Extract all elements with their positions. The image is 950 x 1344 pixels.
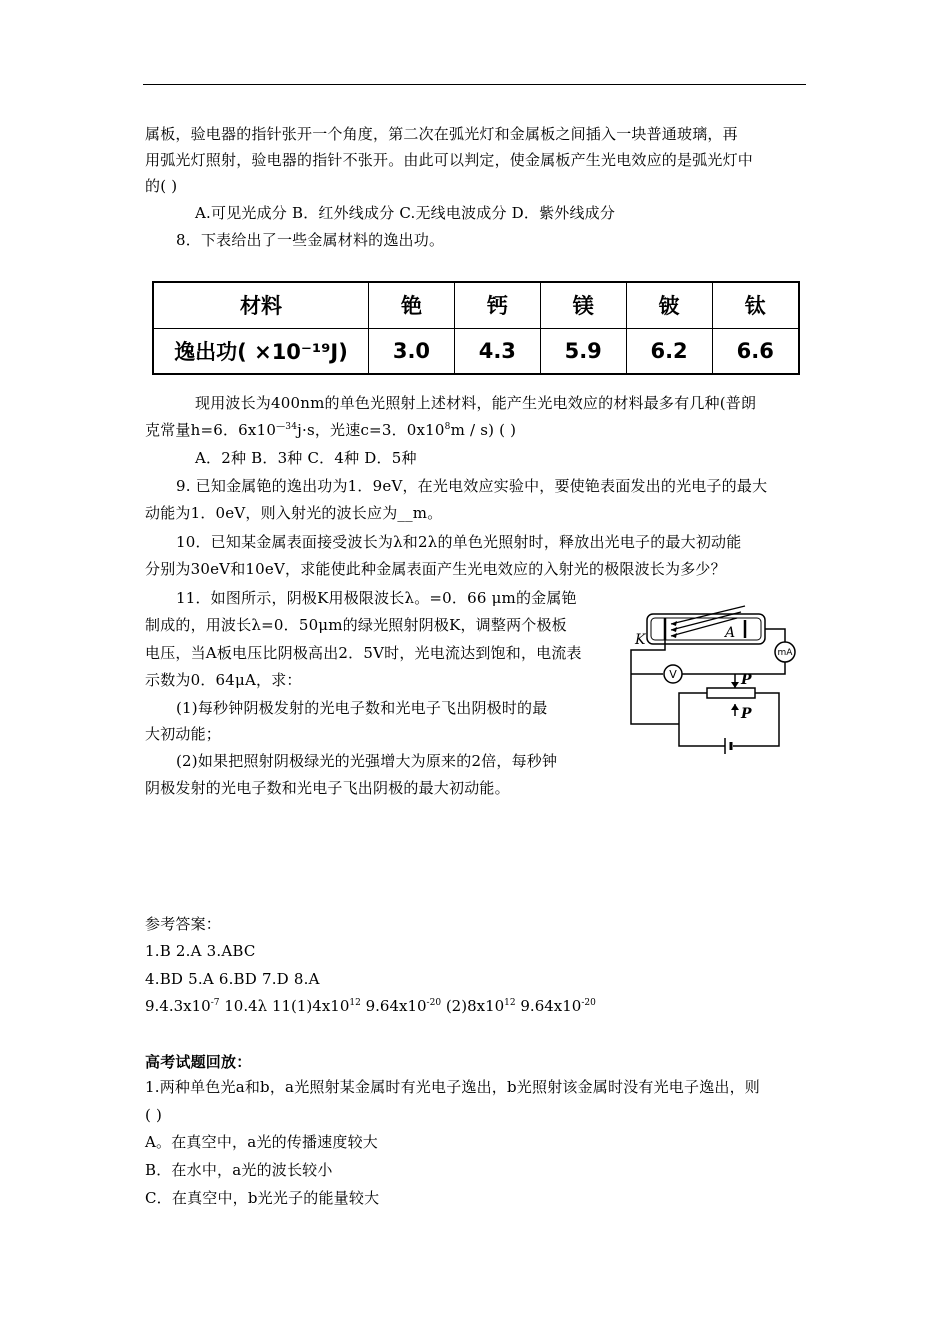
slider-arrow-up xyxy=(731,704,739,710)
table-value-cell: 5.9 xyxy=(540,328,626,374)
cathode-label: K xyxy=(635,632,646,648)
answer-text: 10.4λ 11(1)4x10 xyxy=(219,997,350,1015)
rheostat-body xyxy=(707,688,755,698)
rheostat-right-wire xyxy=(733,693,779,746)
q8-options: A．2种 B．3种 C．4种 D．5种 xyxy=(195,449,417,467)
answer-text: 9.4.3x10 xyxy=(145,997,211,1015)
q9-line-1: 9. 已知金属铯的逸出功为1．9eV，在光电效应实验中，要使铯表面发出的光电子的最大 xyxy=(176,477,768,495)
q8-text: j·s，光速c=3．0x10 xyxy=(297,421,445,439)
review-option-a: A。在真空中，a光的传播速度较大 xyxy=(145,1133,378,1151)
q10-line-2: 分别为30eV和10eV，求能使此种金属表面产生光电效应的入射光的极限波长为多少？ xyxy=(145,560,726,578)
review-option-c: C．在真空中，b光光子的能量较大 xyxy=(145,1189,380,1207)
q11-line-4: 示数为0．64μA，求： xyxy=(145,671,302,689)
anode-wire xyxy=(765,629,785,642)
q11-line-2: 制成的，用波长λ=0．50μm的绿光照射阴极K，调整两个极板 xyxy=(145,616,567,634)
table-value-cell: 6.2 xyxy=(626,328,712,374)
q8-line-2 xyxy=(145,420,516,440)
q8-exponent: —34 xyxy=(276,422,298,432)
table-value-cell: 3.0 xyxy=(369,328,455,374)
q8-exponent: 8 xyxy=(444,422,451,432)
table-header-label: 材料 xyxy=(153,282,369,328)
slider-label-top: P xyxy=(741,672,752,688)
rheostat-left-wire xyxy=(679,693,707,724)
q8-text: 克常量h=6．6x10 xyxy=(145,421,277,439)
answers-row-3 xyxy=(145,996,596,1016)
table-value-cell: 6.6 xyxy=(712,328,799,374)
q11-line-7: (2)如果把照射阴极绿光的光强增大为原来的2倍，每秒钟 xyxy=(176,752,558,770)
q8-intro: 8．下表给出了一些金属材料的逸出功。 xyxy=(176,231,445,249)
battery-wire xyxy=(679,724,725,746)
table-material-cell: 铍 xyxy=(626,282,712,328)
answer-exponent: -7 xyxy=(210,998,220,1008)
left-wire xyxy=(631,640,679,724)
q7-options: A.可见光成分 B．红外线成分 C.无线电波成分 D．紫外线成分 xyxy=(195,204,616,222)
answer-text: (2)8x10 xyxy=(441,997,505,1015)
answers-row-1: 1.B 2.A 3.ABC xyxy=(145,942,256,960)
answer-text: 9.64x10 xyxy=(515,997,582,1015)
review-q1-line-1: 1.两种单色光a和b，a光照射某金属时有光电子逸出，b光照射该金属时没有光电子逸出，则 xyxy=(145,1078,761,1096)
q9-line-2: 动能为1．0eV，则入射光的波长应为__m。 xyxy=(145,504,443,522)
table-row-label: 逸出功( ×10⁻¹⁹J) xyxy=(153,328,369,374)
table-material-cell: 镁 xyxy=(540,282,626,328)
q11-line-3: 电压，当A板电压比阴极高出2．5V时，光电流达到饱和，电流表 xyxy=(145,644,582,662)
voltmeter-label: V xyxy=(669,668,677,681)
q7-line-1: 属板，验电器的指针张开一个角度，第二次在弧光灯和金属板之间插入一块普通玻璃，再 xyxy=(145,125,738,143)
table-value-cell: 4.3 xyxy=(454,328,540,374)
q11-line-5: (1)每秒钟阴极发射的光电子数和光电子飞出阴极时的最 xyxy=(176,699,548,717)
answer-exponent: -20 xyxy=(581,998,596,1008)
q11-line-1: 11．如图所示，阴极K用极限波长λ。=0．66 μm的金属铯 xyxy=(176,589,577,607)
table-header-row xyxy=(153,282,799,328)
review-option-b: B．在水中，a光的波长较小 xyxy=(145,1161,333,1179)
table-material-cell: 钛 xyxy=(712,282,799,328)
q7-line-3: 的( ) xyxy=(145,177,178,195)
light-ray xyxy=(671,606,745,624)
milliammeter-label: mA xyxy=(777,648,793,658)
table-material-cell: 铯 xyxy=(369,282,455,328)
slider-arrow-down xyxy=(731,682,739,688)
q8-line-1: 现用波长为400nm的单色光照射上述材料，能产生光电效应的材料最多有几种(普朗 xyxy=(195,394,757,412)
q8-text: m / s) ( ) xyxy=(450,421,517,439)
header-rule xyxy=(143,84,806,85)
answer-exponent: -20 xyxy=(426,998,442,1008)
answer-text: 9.64x10 xyxy=(360,997,427,1015)
work-function-table xyxy=(152,281,800,375)
anode-label: A xyxy=(725,625,736,641)
answers-row-2: 4.BD 5.A 6.BD 7.D 8.A xyxy=(145,970,320,988)
answers-title: 参考答案： xyxy=(145,915,222,933)
review-q1-line-2: ( ) xyxy=(145,1106,163,1124)
slider-label-bottom: P xyxy=(741,706,752,722)
table-material-cell: 钙 xyxy=(454,282,540,328)
q11-line-8: 阴极发射的光电子数和光电子飞出阴极的最大初动能。 xyxy=(145,779,510,797)
answer-exponent: 12 xyxy=(349,998,361,1008)
review-title: 高考试题回放： xyxy=(145,1053,252,1071)
answer-exponent: 12 xyxy=(504,998,516,1008)
q11-line-6: 大初动能； xyxy=(145,725,222,743)
q10-line-1: 10．已知某金属表面接受波长为λ和2λ的单色光照射时，释放出光电子的最大初动能 xyxy=(176,533,742,551)
table-value-row xyxy=(153,328,799,374)
q7-line-2: 用弧光灯照射，验电器的指针不张开。由此可以判定，使金属板产生光电效应的是弧光灯中 xyxy=(145,151,754,169)
photoelectric-circuit-diagram xyxy=(625,604,805,754)
